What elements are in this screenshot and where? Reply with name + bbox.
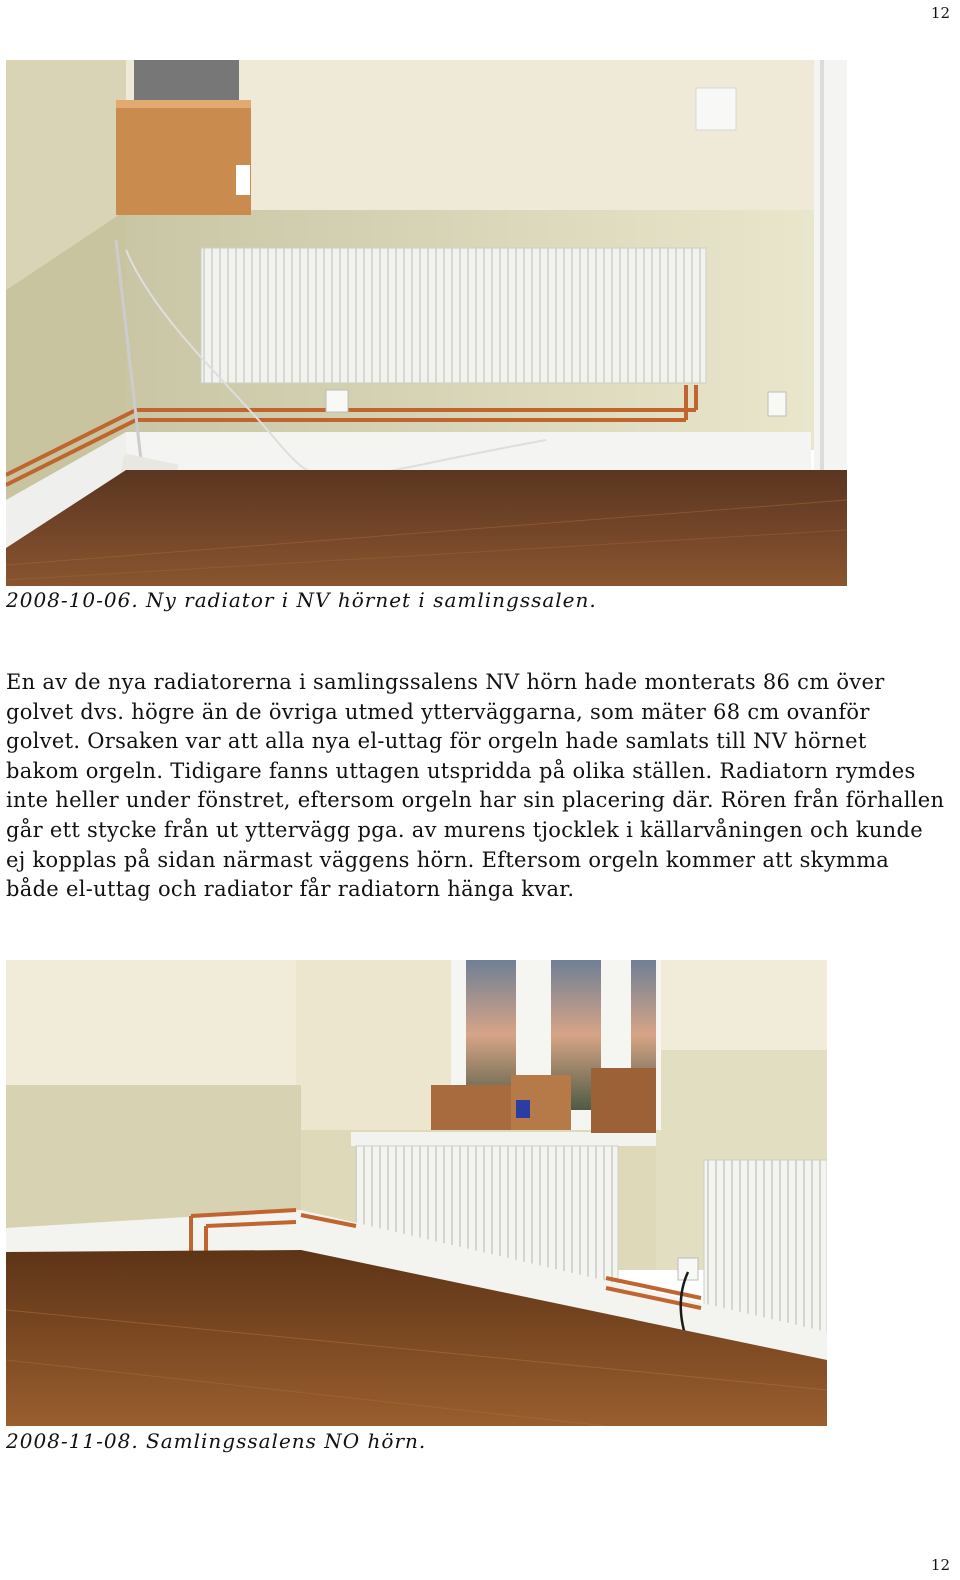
photo-caption-1: 2008-10-06. Ny radiator i NV hörnet i samlingssalen. — [6, 588, 597, 612]
photo-radiator-nv-corner — [6, 60, 847, 586]
photo-radiator-no-corner — [6, 960, 827, 1426]
page-number-top: 12 — [930, 4, 950, 22]
page-number-bottom: 12 — [930, 1556, 950, 1574]
body-paragraph: En av de nya radiatorerna i samlingssalens NV hörn hade monterats 86 cm över golvet dvs. högre än de övriga utmed ytterväggarna, som mäter 68 cm ovanför golvet. Orsaken var att alla nya el-uttag för orgeln hade samlats till NV hörnet bakom orgeln. Tidigare fanns uttagen utspridda på olika ställen. Radiatorn rymdes inte heller under fönstret, eftersom orgeln har sin placering där. Rören från förhallen går ett stycke från ut yttervägg pga. av murens tjocklek i källarvåningen och kunde ej kopplas på sidan närmast väggens hörn. Eftersom orgeln kommer att skymma både el-uttag och radiator får radiatorn hänga kvar. — [6, 670, 945, 902]
photo-caption-2: 2008-11-08. Samlingssalens NO hörn. — [6, 1429, 427, 1453]
